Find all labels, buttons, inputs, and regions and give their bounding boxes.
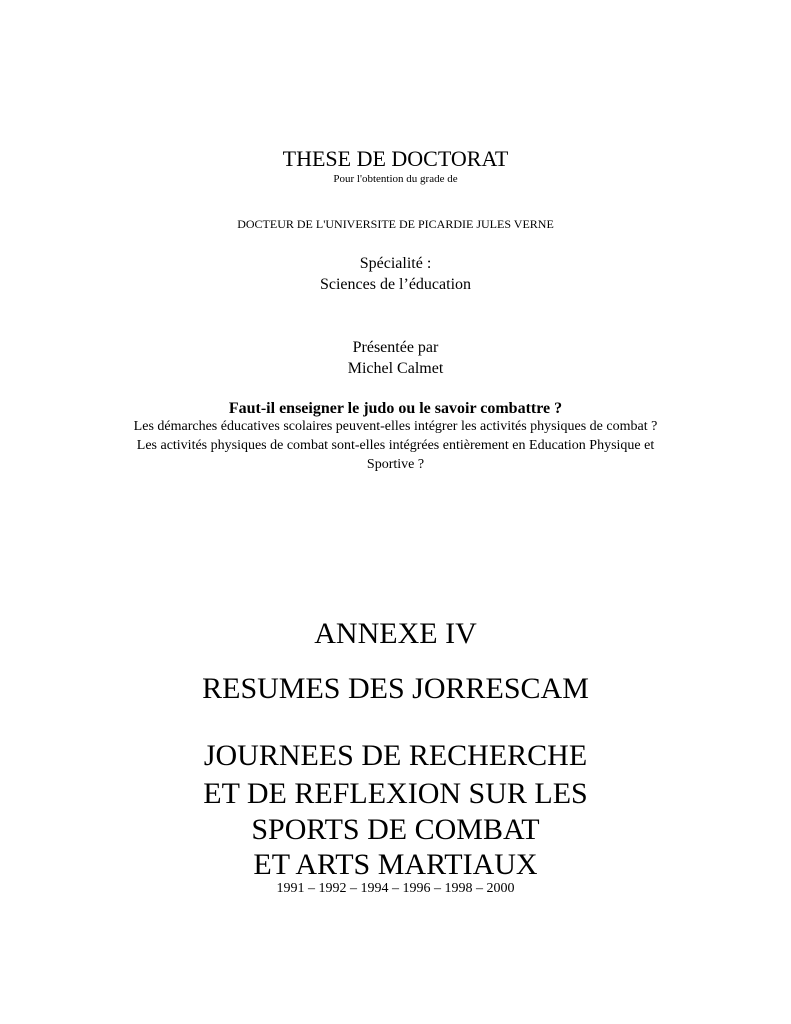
speciality-value: Sciences de l’éducation <box>319 276 472 293</box>
annex-years: 1991 – 1992 – 1994 – 1996 – 1998 – 2000 <box>276 881 515 896</box>
subquestion-line: Les activités physiques de combat sont-elles intégrées entièrement en Education Physique et <box>136 438 655 453</box>
thesis-question: Faut-il enseigner le judo ou le savoir combattre ? <box>228 400 563 417</box>
annex-subtitle-line: ET ARTS MARTIAUX <box>253 848 538 881</box>
presented-by-label: Présentée par <box>352 339 439 356</box>
annex-heading: RESUMES DES JORRESCAM <box>202 672 589 705</box>
annex-subtitle-line: SPORTS DE COMBAT <box>251 813 540 846</box>
annex-subtitle-line: JOURNEES DE RECHERCHE <box>203 739 588 772</box>
annex-label: ANNEXE IV <box>314 617 477 650</box>
annex-subtitle-line: ET DE REFLEXION SUR LES <box>203 777 588 810</box>
author-name: Michel Calmet <box>347 360 444 377</box>
degree-university: DOCTEUR DE L'UNIVERSITE DE PICARDIE JULES VERNE <box>237 217 554 231</box>
subquestion-line: Les démarches éducatives scolaires peuvent-elles intégrer les activités physiques de combat ? <box>133 419 658 434</box>
subquestion-line: Sportive ? <box>366 457 425 472</box>
thesis-title: THESE DE DOCTORAT <box>282 146 509 171</box>
speciality-label: Spécialité : <box>359 255 432 272</box>
thesis-subtitle: Pour l'obtention du grade de <box>333 173 458 185</box>
